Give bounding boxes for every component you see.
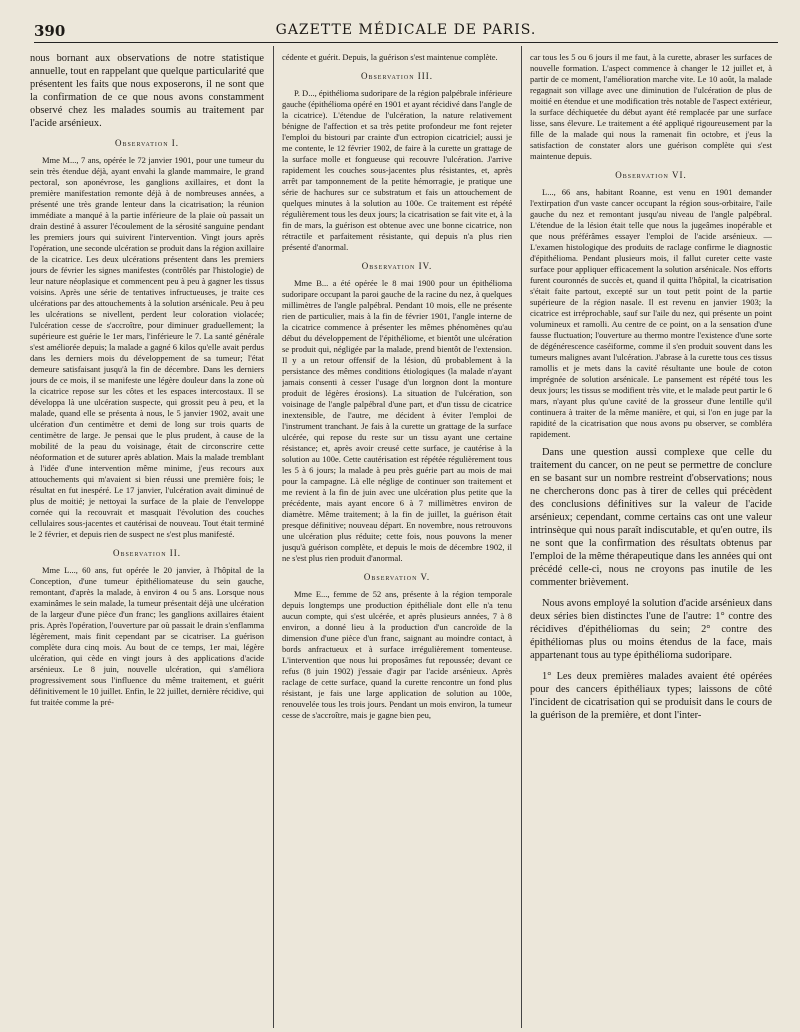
observation-5-heading: Observation V. — [363, 572, 431, 582]
column-rule-left — [273, 46, 274, 1028]
page-header — [34, 20, 778, 43]
intro-paragraph: nous bornant aux observations de notre statistique annuelle, tout en rappelant que quelque particularité que présentent les faits que nous exposerons, il ne sont que la confirmation de ce que nous avons constamment observé chez les malades soumis au traitement par l'acide arsénieux. — [30, 53, 264, 129]
observation-1-heading: Observation I. — [114, 138, 180, 148]
discussion-paragraph: Dans une question aussi complexe que celle du traitement du cancer, on ne peut se permettre de conclure en se basant sur un nombre restreint d'observations; nous ne chercherons donc pas à tirer de celles qui précèdent des conclusions définitives sur la valeur de l'acide arsénieux; cependant, comme certains cas ont une valeur intrinsèque qui nous paraît indiscutable, et qu'en outre, ils ne sont que la confirmation des résultats obtenus par l'emploi de la même thérapeutique dans les années qui ont précédé celle-ci, nous ne croyons pas inutile de les commenter brièvement. — [530, 447, 772, 588]
discussion-block — [530, 446, 772, 722]
observation-3-text: P. D..., épithélioma sudoripare de la région palpébrale inférieure gauche (épithélioma opéré en 1901 et ayant récidivé dans l'angle de la cicatrice). L'étendue de l'ulcération, la nature relativement bénigne de l'affection et sa très petite profondeur me font rejeter l'emploi du bistouri par crainte d'un ectropion cicatriciel; aussi je me contente, le 12 février 1902, de faire à la curette un grattage de la surface molle et fongueuse qui recouvre l'ulcération. J'arrive rapidement les couches sous-jacentes plus résistantes, et, après arrêt par tamponnement de la petite hémorragie, je pratique une série de hachures sur ce substratum et fais un attouchement de quelques minutes à la solution au 100e. Ce traitement est répété régulièrement tous les deux jours; la cicatrisation se fait vite et, à la fin de mars, la guérison est obtenue avec une bonne cicatrice, non rétractile et parfaitement résistante, qui depuis n'a plus rien présenté d'anormal. — [282, 88, 512, 252]
observation-5-end: car tous les 5 ou 6 jours il me faut, à la curette, abraser les surfaces de nouvelle formation. L'aspect commence à changer le 12 juillet et, à partir de ce moment, l'amélioration marche vite. Le 10 août, la malade regagnait son village avec une diminution de l'ulcération de plus de moitié en étendue et une modification très notable de l'aspect extérieur, la surface déchiquetée du début ayant été remplacée par une surface lisse, sans élevure. Le traitement a été appliqué rigoureusement par la fille de la malade qui nous la ramenait fin octobre, et j'eus la satisfaction de constater alors une guérison complète qui s'est maintenue depuis. — [530, 52, 772, 161]
column-2 — [282, 52, 512, 1030]
column-3 — [530, 52, 772, 1030]
page-number: 390 — [34, 22, 66, 40]
journal-title: GAZETTE MÉDICALE DE PARIS. — [275, 22, 537, 38]
observation-2-text: Mme L..., 60 ans, fut opérée le 20 janvier, à l'hôpital de la Conception, d'une tumeur épithéliomateuse du sein gauche, remontant, d'après la malade, à environ 4 ou 5 ans. Lorsque nous examinâmes le sein malade, la tumeur présentait déjà une ulcération de la largeur d'une pièce d'un franc; les ganglions axillaires étaient pris. Après l'opération, l'ouverture par où passait le drain s'enflamma légèrement, mais finit cependant par se cicatriser. La guérison complète dura cinq mois. Au bout de ce temps, 1er mai, légère ulcération, qui cède en vingt jours à des applications d'acide arsénieux. Le 8 juin, nouvelle ulcération, qui s'améliora progressivement sous l'influence du même traitement, et guérit définitivement le 10 juillet. Enfin, le 22 juillet, dernière récidive, qui fut traitée comme la pré- — [30, 565, 264, 707]
observation-6-heading: Observation VI. — [615, 170, 687, 180]
observation-2-heading: Observation II. — [112, 548, 182, 558]
observation-5-text: Mme E..., femme de 52 ans, présente à la région temporale depuis longtemps une production épithéliale dont elle n'a tenu aucun compte, qui s'est ulcérée, et après plusieurs années, 7 à 8 environ, a donné lieu à la production d'un cancroïde de la dimension d'une pièce d'un franc, saignant au moindre contact, à bords anfractueux et à surface irrégulièrement tomenteuse. L'intervention que nous lui proposâmes fut repoussée; devant ce refus (8 juin 1902) j'essaie d'agir par l'acide arsénieux. Après raclage de cette surface, quand la curette rencontre un fond plus résistant, je fais une large application de solution au 100e, renouvelée tous les trois jours. Pendant un mois environ, la tumeur cesse de s'accroître, mais je gagne bien peu, — [282, 589, 512, 720]
observation-1-text: Mme M..., 7 ans, opérée le 72 janvier 1901, pour une tumeur du sein très étendue déjà, ayant envahi la glande mammaire, le grand pectoral, son aponévrose, les ganglions axillaires, et dont la première manifestation remonte déjà à de nombreuses années, a présenté une très grande lenteur dans la cicatrisation; la réunion immédiate a manqué à la partie inférieure de la plaie où passait un drain destiné à assurer l'écoulement de la sérosité sanguine pendant les premiers jours qui suivirent l'intervention. Vingt jours après l'opération, une seconde ulcération se produit dans la région axillaire de la cicatrice. Les deux ulcérations présentent dans les premiers jours de février les signes manifestes (contrôlés par l'histologie) de leur nature néoplasique et commencent peu à peu à gagner les tissus voisins. Après une série de tentatives infructueuses, je traite ces ulcérations par des attouchements à la solution arsénicale. Peu à peu les ulcérations se nivellent, perdent leur coloration violacée; l'ulcération cesse de s'accroître, pour diminuer graduellement; la supérieure est guérie le 1er mars, l'inférieure le 7. La santé générale s'est améliorée depuis; la malade a gagné 6 kilos qu'elle avait perdus dans les derniers mois du développement de sa tumeur; l'état demeure satisfaisant jusqu'à la fin de décembre. Dans les derniers jours de ce mois, il se manifeste une légère douleur dans la zone où la cicatrice repose sur les côtes et les espaces intercostaux. Il se développa là une ulcération suspecte, qui grossit peu à peu, et la malade, quand elle se présenta à nous, le 5 janvier 1902, avait une ulcération d'un centimètre et demi de long sur trois quarts de centimètre de large. Je pensai que le plus prudent, à cause de la mobilité de la peau du voisinage, était de circonscrire cette néoformation et de suturer après ablation. Mais la malade tremblant à l'idée d'une intervention même minime, j'eus recours aux attouchements qui m'avaient si bien réussi une première fois; le résultat en fut inespéré. Le 17 janvier, l'ulcération avait diminué de plus de moitié; je nettoyai la surface de la plaie de l'enveloppe cornée qui la recouvrait et masquait l'évolution des couches cellulaires sous-jacentes et cautérisai de nouveau. Tout était terminé le 2 février, et depuis rien de suspect ne s'est plus manifesté. — [30, 155, 264, 539]
column-1 — [30, 52, 264, 1030]
observation-6-text: L..., 66 ans, habitant Roanne, est venu en 1901 demander l'extirpation d'un vaste cancer occupant la région sous-orbitaire, l'aile gauche du nez et remontant jusqu'au niveau de l'angle palpébral. L'étendue de la lésion était telle que nous la jugeâmes inopérable et que nous préférâmes essayer l'emploi de l'acide arsénieux. — L'examen histologique des produits de raclage confirme le diagnostic d'épithélioma. Pendant plusieurs mois, il fallut cureter cette vaste surface pour appliquer efficacement la solution arsénicale. Nos efforts furent couronnés de succès et, quand il quitta l'hôpital, la cicatrisation s'était faite partout, excepté sur un tout petit point de la partie supérieure de la région nasale. Il est revenu en janvier 1903; la cicatrice est irréprochable, sauf sur l'aile du nez, qui présente un point volumineux et ramolli. Au centre de ce point, on a la sensation d'une fausse fluctuation; l'ouverture au thermo montre l'existence d'une sorte de dégénérescence caséiforme, comme il s'en produit souvent dans les tumeurs malignes avant l'ulcération. J'abrase à la curette tous ces tissus ramollis et je mets dans la cavité résultante une boule de coton imprégnée de solution arsénicale. Le pansement est répété tous les deux jours; les tissus se modifient très vite, et le malade peut partir le 6 mars, n'ayant plus qu'une cavité de la grosseur d'une lentille qu'il continuera à traiter de la même manière, et qui, si l'on en juge par la rapidité de la cicatrisation que nous avons pu observer, se combléra rapidement. — [530, 187, 772, 439]
final-paragraph: 1° Les deux premières malades avaient été opérées pour des cancers épithéliaux types; laissons de côté l'incident de cicatrisation qui se produisit dans le cours de la guérison de la première, et dont l'inter- — [530, 671, 772, 721]
observation-3-heading: Observation III. — [360, 71, 434, 81]
column-rule-right — [521, 46, 522, 1028]
observation-4-text: Mme B... a été opérée le 8 mai 1900 pour un épithélioma sudoripare occupant la paroi gauche de la racine du nez, à quelques millimètres de l'angle palpébral. Pendant 10 mois, elle ne présente rien de particulier, mais à la fin de février 1901, l'angle interne de la cicatrice commence à présenter les mêmes phénomènes qu'au début du développement de l'épithéliome, et bientôt une ulcération se produit qui, négligée par la malade, prend bientôt de l'extension. Il y a un retour offensif de la lésion, dû probablement à la persistance des mêmes conditions étiologiques (la malade n'ayant jamais consenti à cesser l'usage d'un lorgnon dont la monture produit de légères érosions). La situation de l'ulcération, son voisinage de l'angle palpébral d'une part, et d'un tissu de cicatrice inextensible, de l'autre, me décident à éviter l'emploi de l'instrument tranchant. Je fais à la curette un grattage de la surface ulcérée, qui repose du reste sur un tissu ayant une certaine résistance; et, après avoir creusé cette surface, je cautérise à la solution au 100e. Cette cautérisation est répétée régulièrement tous les 5 à 6 jours; la malade à peu près guérie part au mois de mai pour la campagne. Là elle néglige de continuer son traitement et me revient à la fin de juin avec une ulcération plus petite que la précédente, mais ayant encore 6 à 7 millimètres environ de diamètre. Même traitement; à la fin de juillet, la guérison était presque définitive; nouveau départ. En novembre, nous retrouvons une ulcération plus réduite; cette fois, nous pouvons la mener jusqu'à guérison complète, et depuis le mois de décembre 1902, il ne s'est plus rien produit d'anormal. — [282, 278, 512, 563]
observation-4-heading: Observation IV. — [361, 261, 433, 271]
observation-2-end: cédente et guérit. Depuis, la guérison s'est maintenue complète. — [282, 52, 498, 62]
series-paragraph: Nous avons employé la solution d'acide arsénieux dans deux séries bien distinctes l'une de l'autre: 1° contre des récidives d'épithéliomas du sein; 2° contre des épithéliomas plus ou moins étendus de la face, mais appartenant tous au type épithélioma sudoripare. — [530, 598, 772, 661]
